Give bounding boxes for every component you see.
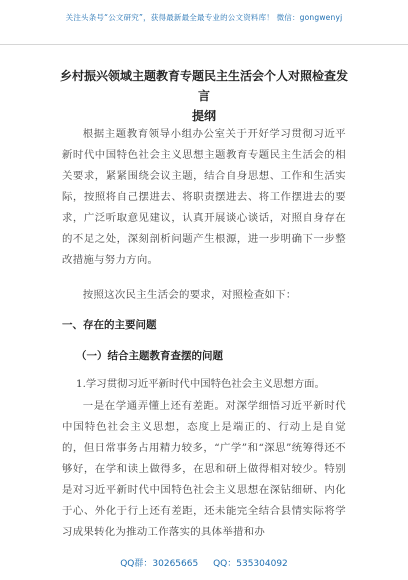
subsection-heading: （一）结合主题教育查摆的问题 (76, 350, 223, 362)
transition-paragraph: 按照这次民主生活会的要求，对照检查如下： (82, 289, 297, 301)
footer-contacts (0, 556, 408, 569)
title-line-2: 提纲 (191, 109, 216, 123)
numbered-item: 1.学习贯彻习近平新时代中国特色社会主义思想方面。 (76, 378, 325, 390)
header-divider (0, 44, 408, 45)
document-body (62, 124, 346, 320)
section-heading: 一、存在的主要问题 (62, 319, 157, 331)
document-title (56, 66, 352, 126)
intro-paragraph: 根据主题教育领导小组办公室关于开好学习贯彻习近平新时代中国特色社会主义思想主题教育专题民主生活会的相关要求，紧紧围绕会议主题，结合自身思想、工作和生活实际，按照将自己摆进去、将职责摆进去、将工作摆进去的要求，广泛听取意见建议，认真开展谈心谈话，对照自身存在的不足之处，深刻剖析问题产生根源，进一步明确下一步整改措施与努力方向。 (62, 128, 346, 266)
point-paragraph: 一是在学通弄懂上还有差距。对深学细悟习近平新时代中国特色社会主义思想，态度上是端正的、行动上是自觉的，但日常事务占用精力较多，“广学”和“深思”统筹得还不够好，在学和读上做得多，在思和研上做得相对较少。特别是对习近平新时代中国特色社会主义思想在深钻细研、内化于心、外化于行上还有差距，还未能完全结合县情实际将学习成果转化为推动工作落实的具体举措和办 (62, 400, 346, 538)
title-line-1: 乡村振兴领域主题教育专题民主生活会个人对照检查发言 (59, 69, 348, 103)
header-banner: 关注头条号“公文研究”，获得最新最全最专业的公文资料库！ 微信：gongwenyj (65, 13, 343, 22)
footer-qq: QQ：535304092 (213, 559, 288, 569)
footer-qq-group: QQ群：30265665 (120, 559, 199, 569)
document-body-continued (62, 396, 346, 556)
